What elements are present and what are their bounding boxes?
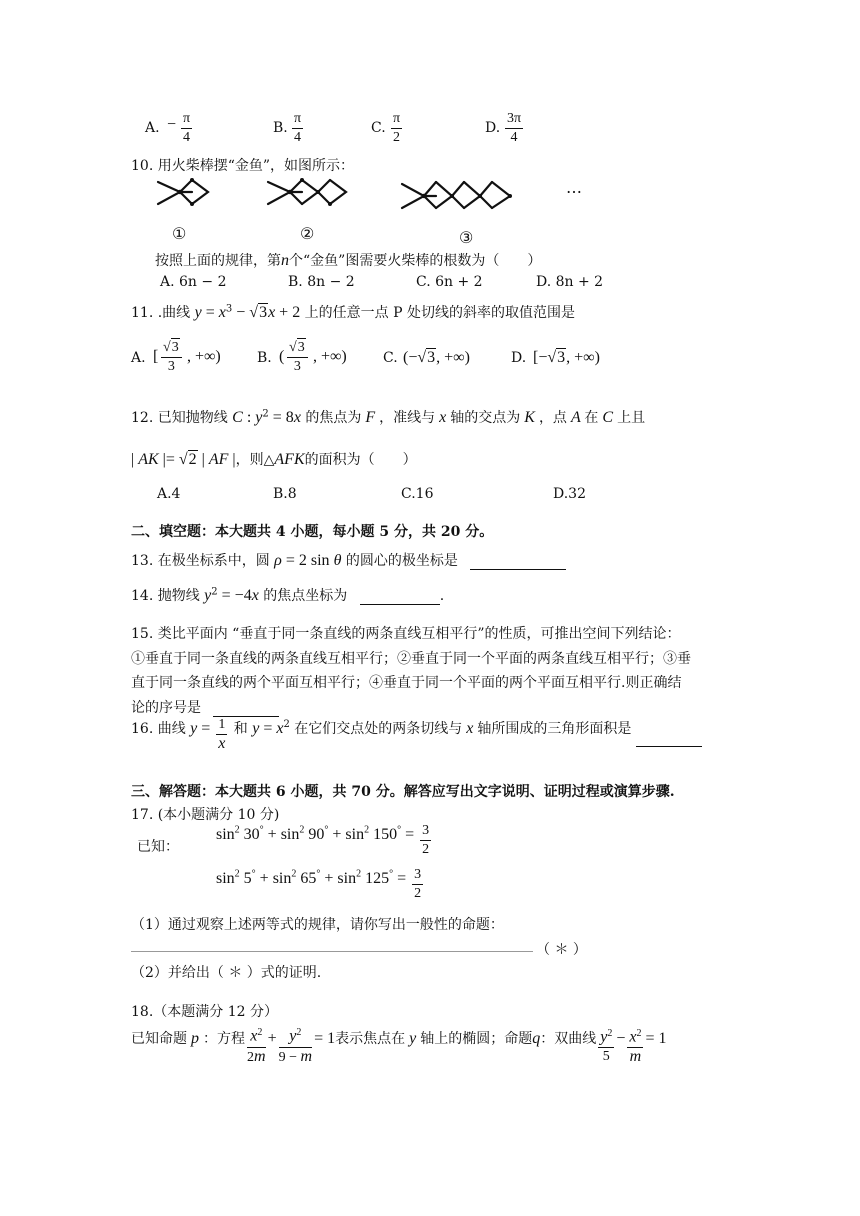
q9-option-a-sign: − [167, 116, 177, 133]
section-2-title: 二、填空题：本大题共 4 小题，每小题 5 分，共 20 分。 [131, 524, 494, 540]
q11-curve: y [194, 304, 202, 321]
q17-part2: （2）并给出（ ＊ ）式的证明. [131, 965, 322, 981]
q14: 14. 抛物线 $y^2 = -4x$ 的焦点坐标为 . [131, 586, 445, 604]
goldfish-figure-1 [158, 180, 208, 204]
q10-stem: 10. 用火柴棒摆“金鱼”，如图所示： [131, 158, 355, 174]
q9-option-c-fraction: $\frac{\pi}{2}$ [393, 111, 401, 145]
q12-line2: | AK |= √2 | AF |，则△AFK的面积为（ ） [131, 451, 417, 468]
q16-answer-blank[interactable] [636, 746, 702, 747]
q10-option-b: B. 8n − 2 [288, 274, 355, 290]
goldfish-figures [150, 172, 590, 230]
figure-label-2: ② [300, 224, 315, 243]
q10-option-c: C. 6n + 2 [416, 274, 483, 290]
q17-part1: （1）通过观察上述两等式的规律，请你写出一般性的命题： [131, 917, 504, 933]
q9-option-b-fraction: $\frac{\pi}{4}$ [294, 111, 302, 145]
q9-option-a-fraction: $\frac{\pi}{4}$ [183, 111, 191, 145]
goldfish-figure-3 [402, 182, 510, 208]
q9-option-d-label: D. [485, 120, 501, 136]
q18-statement: 已知命题 p ：方程 $\frac{x^2}{2m}$ + $\frac{y^2}{9 - m}$ = 1表示焦点在 y 轴上的椭圆；命题q：双曲线 $\frac{y^2}{5}$ − $\frac{x^2}{m}$ = 1 [131, 1024, 666, 1067]
q17-equation-2: $\sin^2 5^\circ + \sin^2 65^\circ + \sin^2 125^\circ$ = $\frac{3}{2}$ [216, 867, 422, 901]
goldfish-ellipsis: … [566, 178, 582, 197]
q10-option-d: D. 8n + 2 [536, 274, 604, 290]
q15-line4: 论的序号是 [131, 697, 279, 717]
figure-label-1: ① [172, 224, 187, 243]
q10-option-a: A. 6n − 2 [160, 274, 227, 290]
q18-header: 18.（本题满分 12 分） [131, 1004, 278, 1020]
section-3-title: 三、解答题：本大题共 6 小题，共 70 分。解答应写出文字说明、证明过程或演算步骤. [131, 784, 675, 800]
q9-option-d-fraction: $\frac{3\pi}{4}$ [507, 111, 522, 145]
q14-answer-blank[interactable] [360, 604, 440, 605]
q9-option-b-label: B. [273, 120, 288, 136]
q17-equation-1: $\sin^2 30^\circ + \sin^2 90^\circ + \sin^2 150^\circ$ = $\frac{3}{2}$ [216, 823, 430, 857]
q12-line1: 12. 已知抛物线 C : $y^2 = 8x$ 的焦点为 F ，准线与 x 轴的交点为 K ，点 A 在 C 上且 [131, 408, 646, 426]
q17-known: 已知： [137, 839, 179, 855]
q10-question: 按照上面的规律，第n个“金鱼”图需要火柴棒的根数为（ ） [155, 252, 542, 269]
q15-line3: 直于同一条直线的两个平面互相平行；④垂直于同一个平面的两个平面互相平行.则正确结 [131, 675, 682, 691]
q15-line2: ①垂直于同一条直线的两条直线互相平行；②垂直于同一个平面的两条直线互相平行；③垂 [131, 651, 691, 667]
q17-star: （ ＊ ） [536, 942, 587, 958]
figure-label-3: ③ [459, 228, 474, 247]
q17-answer-line[interactable] [131, 951, 533, 952]
q15-line1: 15. 类比平面内 “垂直于同一条直线的两条直线互相平行”的性质，可推出空间下列结论： [131, 626, 681, 642]
q13: 13. 在极坐标系中，圆 ρ = 2 sin θ 的圆心的极坐标是 [131, 550, 566, 570]
q16: 16. 曲线 y = $\frac{1}{x}$ 和 $y = x^2$ 在它们交点处的两条切线与 x 轴所围成的三角形面积是 [131, 716, 702, 753]
q17-header: 17. (本小题满分 10 分) [131, 807, 280, 823]
goldfish-figure-2 [268, 180, 346, 204]
q13-answer-blank[interactable] [470, 569, 566, 570]
q11-stem: 11. .曲线 $y = x^3 - √3x + 2$ 上的任意一点 P 处切线的斜率的取值范围是 [131, 303, 575, 321]
q9-option-a-label: A. [145, 120, 160, 136]
q9-option-c-label: C. [371, 120, 386, 136]
